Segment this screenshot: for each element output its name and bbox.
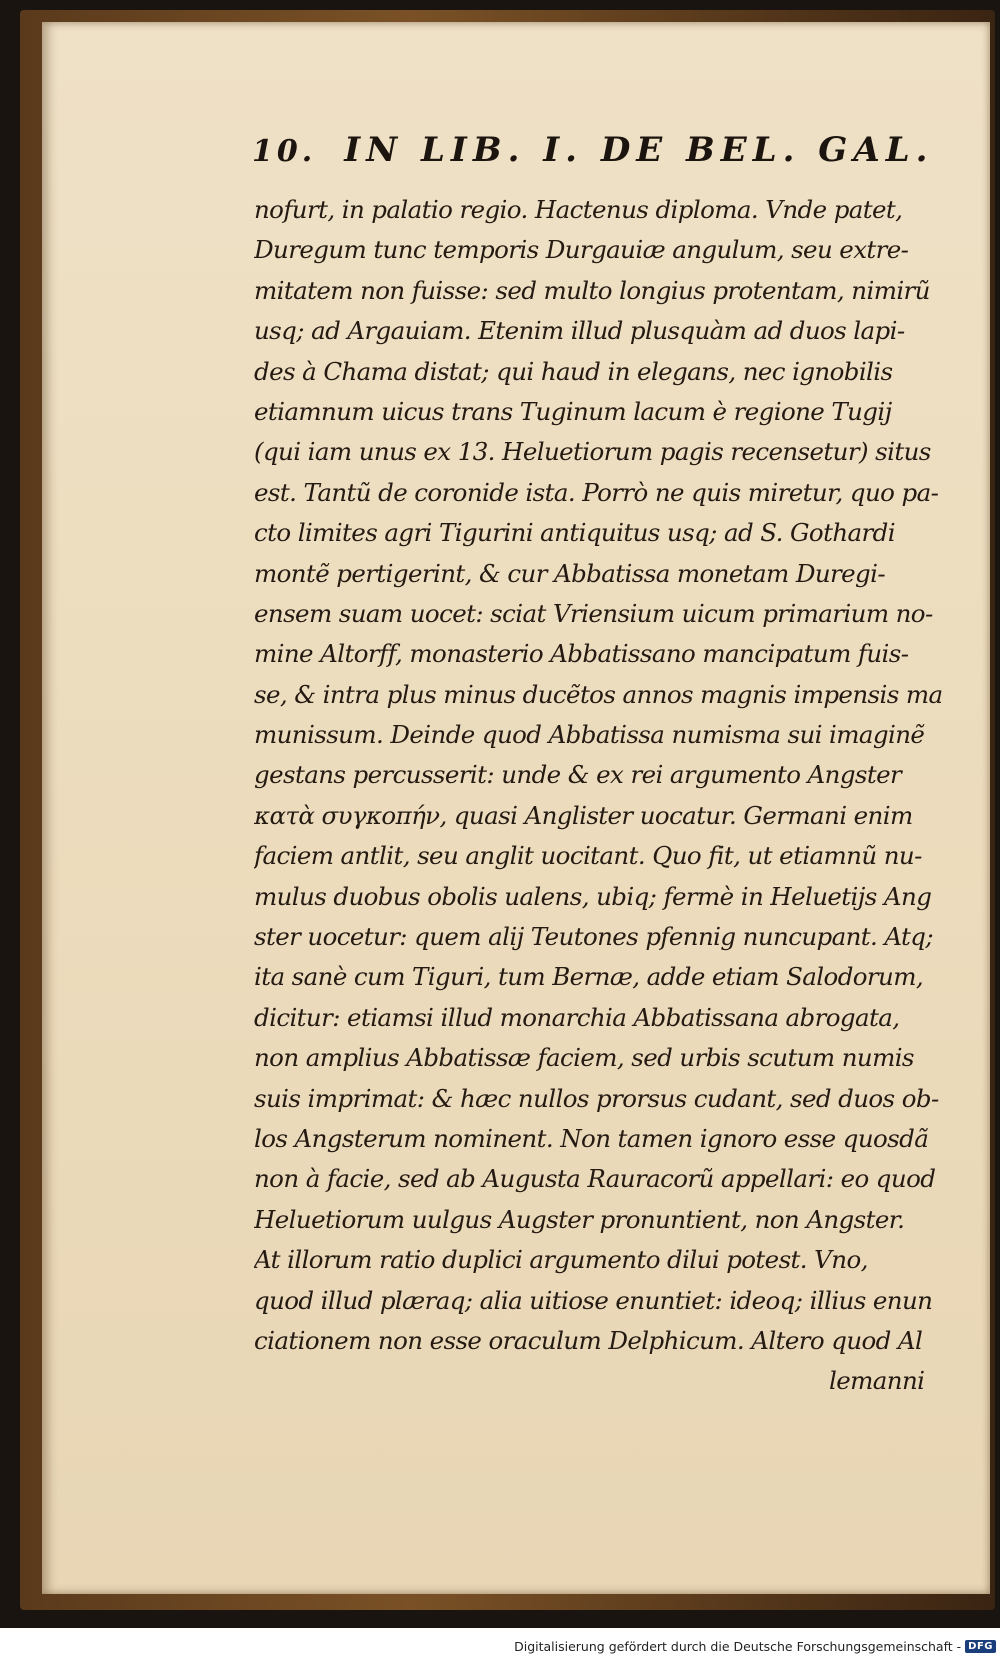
digitization-credit: [514, 1635, 996, 1657]
text-line: dicitur: etiamsi illud monarchia Abbatissana abrogata,: [254, 1002, 900, 1032]
text-line: ster uocetur: quem alij Teutones pfennig nuncupant. Atq;: [254, 922, 934, 952]
text-line: Duregum tunc temporis Durgauiæ angulum, seu extre-: [254, 235, 909, 265]
text-line: mitatem non fuisse: sed multo longius protentam, nimirũ: [254, 275, 930, 305]
text-line: (qui iam unus ex 13. Heluetiorum pagis recensetur) situs: [254, 437, 931, 467]
text-line: non à facie, sed ab Augusta Rauracorũ appellari: eo quod: [254, 1164, 936, 1194]
page-number: 10.: [252, 134, 317, 169]
running-head: [252, 130, 952, 180]
text-line: At illorum ratio duplici argumento dilui potest. Vno,: [254, 1245, 868, 1275]
text-line: usq; ad Argauiam. Etenim illud plusquàm ad duos lapi-: [254, 316, 905, 346]
text-line: κατὰ συγκοπήν, quasi Anglister uocatur. Germani enim: [254, 800, 913, 830]
text-line: des à Chama distat; qui haud in elegans, nec ignobilis: [254, 356, 893, 386]
text-line: se, & intra plus minus ducẽtos annos magnis impensis ma: [254, 679, 943, 709]
text-line: los Angsterum nominent. Non tamen ignoro esse quosdã: [254, 1123, 929, 1153]
text-line: ensem suam uocet: sciat Vriensium uicum primarium no-: [254, 598, 933, 628]
text-line: mine Altorff, monasterio Abbatissano mancipatum fuis-: [254, 639, 909, 669]
text-line: etiamnum uicus trans Tuginum lacum è regione Tugij: [254, 396, 892, 426]
text-line: quod illud plæraq; alia uitiose enuntiet: ideoq; illius enun: [254, 1285, 933, 1315]
text-line: nofurt, in palatio regio. Hactenus diploma. Vnde patet,: [254, 195, 903, 224]
text-line: suis imprimat: & hæc nullos prorsus cudant, sed duos ob-: [254, 1083, 939, 1113]
text-line: munissum. Deinde quod Abbatissa numisma sui imaginẽ: [254, 720, 925, 750]
catchword: lemanni: [829, 1366, 925, 1396]
body-text: [254, 190, 954, 1402]
text-line: montẽ pertigerint, & cur Abbatissa monetam Duregi-: [254, 558, 886, 588]
text-line: faciem antlit, seu anglit uocitant. Quo fit, ut etiamnũ nu-: [254, 841, 922, 871]
text-line: ita sanè cum Tiguri, tum Bernæ, adde etiam Salodorum,: [254, 962, 924, 992]
text-line: non amplius Abbatissæ faciem, sed urbis scutum numis: [254, 1043, 914, 1073]
text-line: est. Tantũ de coronide ista. Porrò ne quis miretur, quo pa-: [254, 477, 939, 507]
text-line: mulus duobus obolis ualens, ubiq; fermè in Heluetijs Ang: [254, 881, 932, 911]
page-content: [42, 22, 990, 1594]
book-page: [42, 22, 990, 1594]
credit-text: Digitalisierung gefördert durch die Deutsche Forschungsgemeinschaft -: [514, 1638, 962, 1654]
dfg-logo: DFG: [965, 1640, 996, 1653]
running-head-title: IN LIB. I. DE BEL. GAL.: [344, 130, 934, 170]
text-line: cto limites agri Tigurini antiquitus usq; ad S. Gothardi: [254, 518, 895, 548]
text-line: ciationem non esse oraculum Delphicum. Altero quod Al: [254, 1325, 923, 1355]
text-line: Heluetiorum uulgus Augster pronuntient, non Angster.: [254, 1204, 905, 1234]
text-line: gestans percusserit: unde & ex rei argumento Angster: [254, 760, 902, 790]
